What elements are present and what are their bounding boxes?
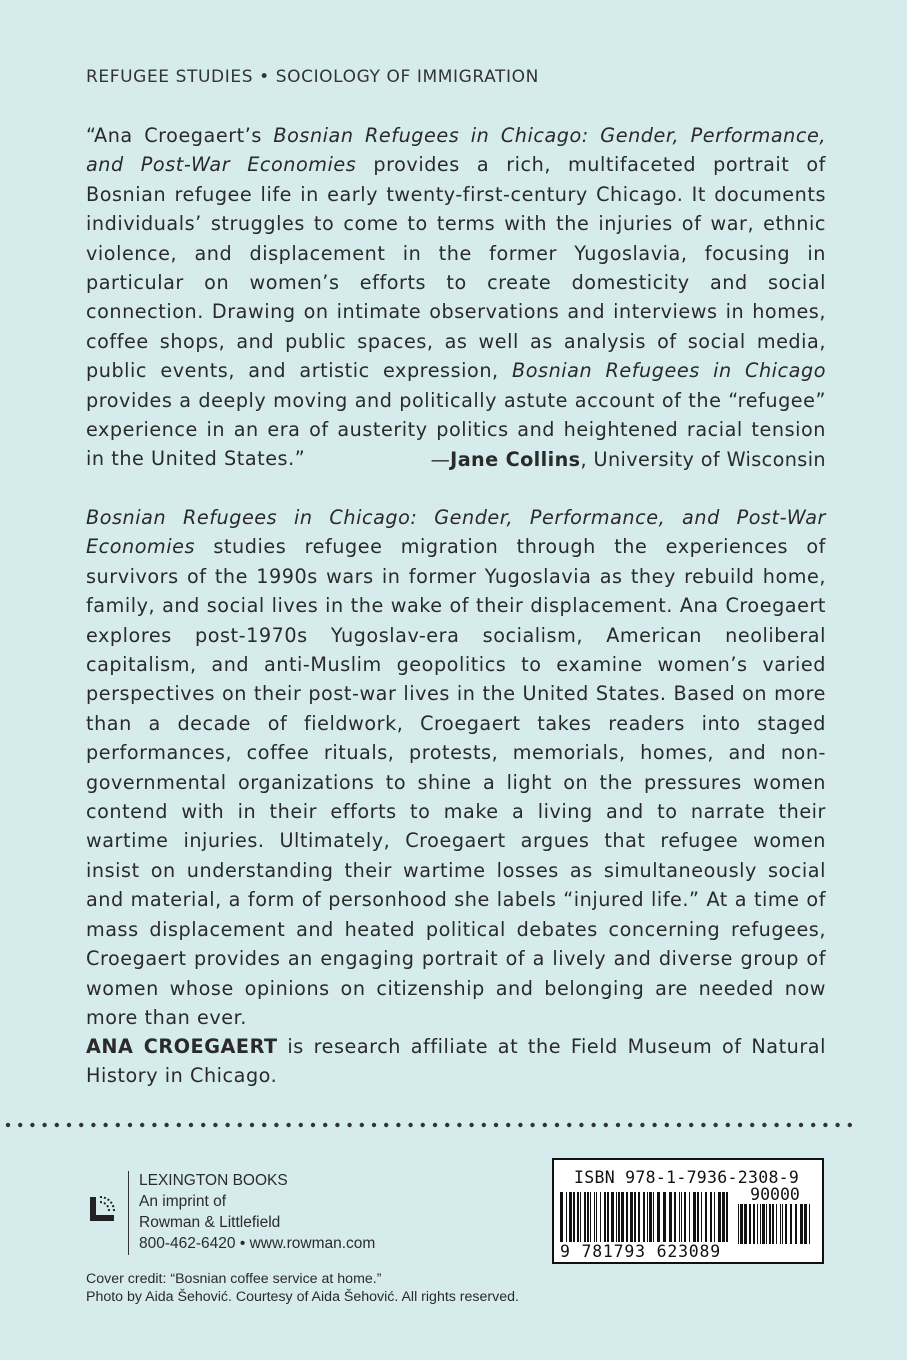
publisher-imprint: An imprint of — [139, 1193, 227, 1210]
barcode-bar — [714, 1192, 715, 1242]
barcode-bar — [580, 1192, 581, 1242]
barcode-bar — [594, 1192, 595, 1242]
barcode-bar — [684, 1192, 686, 1242]
cover-credit — [86, 1270, 786, 1306]
barcode-bar — [590, 1192, 591, 1242]
divider-dot — [42, 1123, 46, 1127]
divider-dot — [262, 1123, 266, 1127]
divider-dot — [213, 1123, 217, 1127]
divider-dot — [787, 1123, 791, 1127]
divider-dot — [335, 1123, 339, 1127]
divider-dot — [640, 1123, 644, 1127]
cover-credit-line-2: Photo by Aida Šehović. Courtesy of Aida Šehović. All rights reserved. — [86, 1289, 519, 1305]
barcode-bar — [749, 1204, 751, 1244]
attribution-name: Jane Collins — [450, 448, 581, 471]
divider-dot — [555, 1123, 559, 1127]
divider-dot — [591, 1123, 595, 1127]
barcode-bar — [621, 1192, 624, 1242]
barcode-bar — [705, 1192, 707, 1242]
barcode-bar — [663, 1192, 666, 1242]
divider-dot — [91, 1123, 95, 1127]
divider-dot — [433, 1123, 437, 1127]
barcode-bar — [780, 1204, 781, 1244]
divider-dot — [201, 1123, 205, 1127]
divider-dot — [360, 1123, 364, 1127]
divider-dot — [457, 1123, 461, 1127]
barcode-bar — [689, 1192, 690, 1242]
barcode-bar — [647, 1192, 648, 1242]
divider-dot — [6, 1123, 10, 1127]
price-code: 90000 — [750, 1185, 800, 1204]
publisher-block — [86, 1165, 426, 1255]
divider-dot — [384, 1123, 388, 1127]
barcode-bar — [795, 1204, 797, 1244]
divider-dot — [128, 1123, 132, 1127]
barcode-bar — [584, 1192, 586, 1242]
barcode-bar — [693, 1192, 696, 1242]
divider-dot — [18, 1123, 22, 1127]
barcode-bar — [587, 1192, 589, 1242]
description-text: studies refugee migration through the experiences of survivors of the 1990s wars in former Yugoslavia as they rebuild home, family, and social lives in the wake of their displacement. Ana Croegaert explores post-1970s Yugoslav-era socialism, American neoliberal capitalism, and anti-Muslim geopolitics to examine women’s varied perspectives on their post-war lives in the United States. Based on more than a decade of fieldwork, Croegaert takes readers into staged performances, coffee rituals, protests, memorials, homes, and non-governmental organizations to shine a light on the pressures women contend with in their efforts to make a living and to narrate their wartime injuries. Ultimately, Croegaert argues that refugee women insist on understanding their wartime losses as simultaneously social and material, a form of personhood she labels “injured life.” At a time of mass displacement and heated political debates concerning refugees, Croegaert provides an engaging portrait of a lively and diverse group of women whose opinions on citizenship and belonging are needed now more than ever. — [86, 535, 826, 1029]
book-description — [86, 503, 826, 1032]
barcode-bar — [618, 1192, 620, 1242]
divider-dot — [604, 1123, 608, 1127]
barcode-bar — [740, 1204, 743, 1244]
publisher-logo-icon — [86, 1191, 120, 1225]
barcode-bar — [569, 1192, 572, 1242]
barcode-bar — [701, 1192, 702, 1242]
divider-dot — [762, 1123, 766, 1127]
barcode-bar — [726, 1192, 728, 1242]
barcode-bar — [638, 1192, 640, 1242]
publisher-name: LEXINGTON BOOKS — [139, 1172, 288, 1189]
barcode-bar — [776, 1204, 777, 1244]
barcode-bar — [809, 1204, 810, 1244]
barcode-bar — [772, 1204, 774, 1244]
divider-dot — [421, 1123, 425, 1127]
divider-dot — [579, 1123, 583, 1127]
ean-number: 9 781793 623089 — [560, 1242, 722, 1261]
divider-dot — [30, 1123, 34, 1127]
barcode-bar — [753, 1204, 755, 1244]
barcode-bar — [630, 1192, 633, 1242]
attribution-affiliation: , University of Wisconsin — [580, 448, 826, 471]
divider-dot — [689, 1123, 693, 1127]
divider-dot — [225, 1123, 229, 1127]
divider-dot — [616, 1123, 620, 1127]
divider-dot — [811, 1123, 815, 1127]
barcode-bar — [611, 1192, 614, 1242]
barcode-bar — [653, 1192, 654, 1242]
barcode-bar — [600, 1192, 601, 1242]
divider-dot — [164, 1123, 168, 1127]
barcode-bar — [762, 1204, 765, 1244]
divider-dot — [726, 1123, 730, 1127]
endorsement-quote — [86, 121, 826, 474]
quote-book-title: Bosnian Refugees in Chicago: Gender, Performance, and Post-War Economies — [86, 124, 826, 177]
barcode-bar — [757, 1204, 758, 1244]
divider-dot — [152, 1123, 156, 1127]
quote-attribution — [86, 445, 826, 474]
divider-dot — [482, 1123, 486, 1127]
divider-dot — [286, 1123, 290, 1127]
publisher-parent: Rowman & Littlefield — [139, 1214, 281, 1231]
divider-dot — [628, 1123, 632, 1127]
divider-dot — [238, 1123, 242, 1127]
barcode-bar — [738, 1204, 739, 1244]
barcode-bar — [634, 1192, 636, 1242]
barcode-bar — [577, 1192, 579, 1242]
publisher-divider — [128, 1171, 129, 1255]
divider-dot — [835, 1123, 839, 1127]
divider-dot — [103, 1123, 107, 1127]
cover-credit-line-1: Cover credit: “Bosnian coffee service at home.” — [86, 1271, 382, 1287]
barcode-bar — [769, 1204, 771, 1244]
divider-dot — [323, 1123, 327, 1127]
divider-dot — [445, 1123, 449, 1127]
barcode-bar — [607, 1192, 609, 1242]
barcode-bar — [697, 1192, 699, 1242]
divider-dot — [518, 1123, 522, 1127]
description-book-title: Bosnian Refugees in Chicago: Gender, Performance, and Post-War Economies — [86, 506, 826, 559]
publisher-text — [139, 1170, 375, 1254]
barcode-bar — [560, 1192, 563, 1242]
barcode-bar — [649, 1192, 652, 1242]
divider-dot — [140, 1123, 144, 1127]
barcode-bar — [616, 1192, 617, 1242]
divider-dot — [774, 1123, 778, 1127]
divider-dot — [189, 1123, 193, 1127]
isbn-label: ISBN 978-1-7936-2308-9 — [574, 1168, 800, 1187]
divider-dot — [396, 1123, 400, 1127]
author-bio — [86, 1032, 826, 1091]
divider-dot — [701, 1123, 705, 1127]
barcode-bar — [566, 1192, 567, 1242]
barcode-bar — [790, 1204, 792, 1244]
divider-dot — [494, 1123, 498, 1127]
divider-dot — [750, 1123, 754, 1127]
isbn-barcode — [552, 1158, 824, 1264]
divider-dot — [677, 1123, 681, 1127]
divider-dot — [177, 1123, 181, 1127]
divider-dot — [408, 1123, 412, 1127]
divider-dot — [799, 1123, 803, 1127]
divider-dot — [567, 1123, 571, 1127]
divider-dot — [823, 1123, 827, 1127]
divider-dot — [372, 1123, 376, 1127]
divider-dot — [299, 1123, 303, 1127]
divider-dot — [311, 1123, 315, 1127]
quote-text-1: provides a rich, multifaceted portrait of Bosnian refugee life in early twenty-first-century Chicago. It documents individuals’ struggles to come to terms with the injuries of war, ethnic violence, and displacement in the former Yugoslavia, focusing in particular on women’s efforts to create domesticity and social connection. Drawing on intimate observations and interviews in homes, coffee shops, and public spaces, as well as analysis of social media, public events, and artistic expression, — [86, 153, 826, 383]
divider-dot — [665, 1123, 669, 1127]
dotted-divider — [0, 1118, 907, 1132]
divider-dot — [506, 1123, 510, 1127]
divider-dot — [530, 1123, 534, 1127]
barcode-bar — [718, 1192, 721, 1242]
divider-dot — [713, 1123, 717, 1127]
author-name: ANA CROEGAERT — [86, 1035, 278, 1058]
barcode-bar — [604, 1192, 606, 1242]
divider-dot — [848, 1123, 852, 1127]
barcode-bar — [800, 1204, 803, 1244]
attribution-dash: — — [430, 448, 451, 471]
divider-dot — [543, 1123, 547, 1127]
divider-dot — [67, 1123, 71, 1127]
divider-dot — [274, 1123, 278, 1127]
barcode-bar — [681, 1192, 682, 1242]
divider-dot — [55, 1123, 59, 1127]
publisher-contact: 800-462-6420 • www.rowman.com — [139, 1235, 376, 1252]
divider-dot — [469, 1123, 473, 1127]
barcode-bar — [766, 1204, 767, 1244]
barcode-bar — [710, 1192, 712, 1242]
quote-open: “Ana Croegaert’s — [86, 124, 274, 147]
barcode-bar — [626, 1192, 628, 1242]
bio-text: is research affiliate at the Field Museum of Natural History in Chicago. — [86, 1035, 826, 1088]
divider-dot — [79, 1123, 83, 1127]
divider-dot — [250, 1123, 254, 1127]
divider-dot — [116, 1123, 120, 1127]
barcode-bar — [679, 1192, 680, 1242]
barcode-bar — [722, 1192, 725, 1242]
barcode-bars-icon — [560, 1192, 728, 1242]
barcode-bar — [596, 1192, 597, 1242]
divider-dot — [738, 1123, 742, 1127]
barcode-bar — [804, 1204, 807, 1244]
barcode-bar — [643, 1192, 645, 1242]
quote-text-2: provides a deeply moving and politically astute account of the “refugee” experience in an era of austerity politics and heightened racial tension in the United States.” — [86, 388, 826, 471]
barcode-addon-bars-icon — [738, 1204, 812, 1244]
divider-dot — [652, 1123, 656, 1127]
barcode-bar — [657, 1192, 660, 1242]
barcode-bar — [744, 1204, 747, 1244]
barcode-bar — [674, 1192, 676, 1242]
quote-book-title-short: Bosnian Refugees in Chicago — [512, 359, 826, 383]
barcode-bar — [760, 1204, 761, 1244]
category-label: REFUGEE STUDIES • SOCIOLOGY OF IMMIGRATION — [86, 67, 539, 87]
barcode-bar — [785, 1204, 787, 1244]
barcode-bar — [573, 1192, 575, 1242]
barcode-bar — [669, 1192, 672, 1242]
barcode-bar — [782, 1204, 783, 1244]
divider-dot — [347, 1123, 351, 1127]
